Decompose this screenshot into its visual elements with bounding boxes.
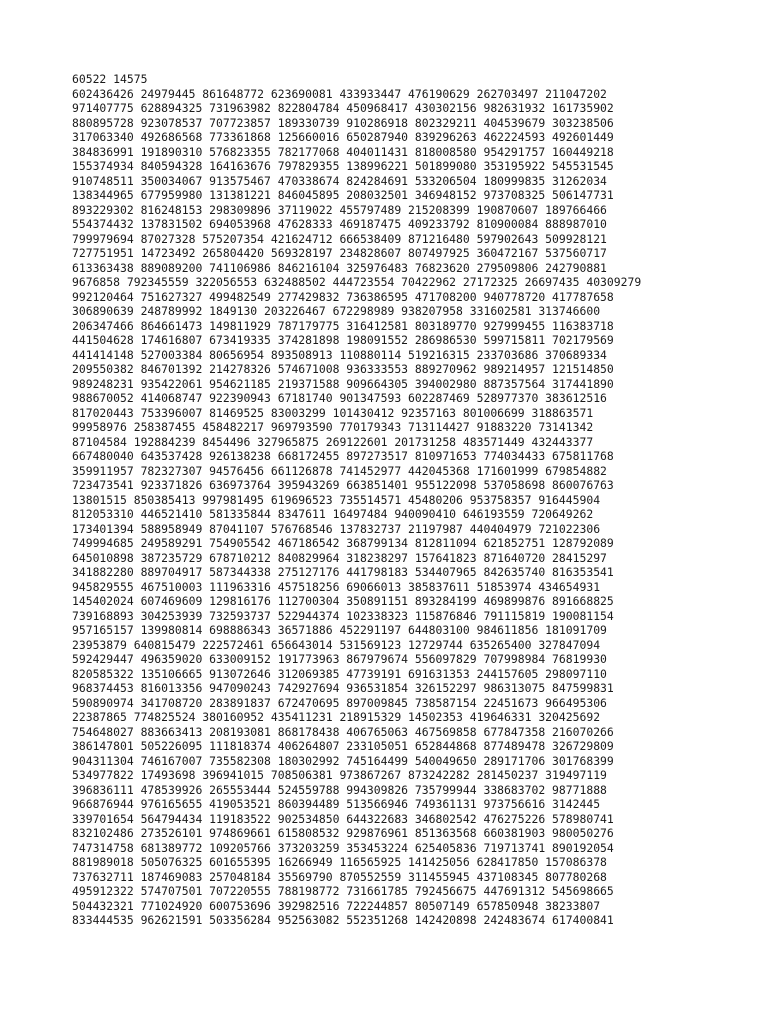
number-line: 396836111 478539926 265553444 524559788 994309826 735799944 338683702 98771888 — [72, 782, 607, 797]
number-line: 317063340 492686568 773361868 125660016 650287940 839296263 462224593 492601449 — [72, 130, 614, 144]
number-line: 945829555 467510003 111963316 457518256 69066013 385837611 51853974 434654931 — [72, 579, 601, 594]
number-line: 727751951 14723492 265804420 569328197 234828607 807497925 360472167 537560717 — [72, 246, 607, 260]
number-line: 60522 14575 — [72, 72, 148, 86]
number-line: 893229302 816248153 298309896 37119022 455797489 215208399 190870607 189766466 — [72, 202, 607, 217]
number-line: 799979694 87027328 575207354 421624712 666538409 871216480 597902643 509928121 — [72, 231, 607, 246]
number-line: 832102486 273526101 974869661 615808532 929876961 851363568 660381903 980050276 — [72, 826, 614, 840]
number-line: 209550382 846701392 214278326 574671008 936333553 889270962 989214957 121514850 — [72, 362, 614, 376]
number-line: 9676858 792345559 322056553 632488502 444723554 70422962 27172325 26697435 40309279 — [72, 275, 642, 289]
number-line: 99958976 258387455 458482217 969793590 770179343 713114427 91883220 73141342 — [72, 420, 594, 434]
text-document — [72, 72, 762, 928]
number-line: 966876944 976165655 419053521 860394489 513566946 749361131 973756616 3142445 — [72, 797, 601, 811]
number-line: 737632711 187469083 257048184 35569790 870552559 311455945 437108345 807780268 — [72, 869, 607, 884]
number-line: 554374432 137831502 694053968 47628333 469187475 409233792 810900084 888987010 — [72, 217, 607, 231]
number-line: 723473541 923371826 636973764 395943269 663851401 955122098 537058698 860076763 — [72, 478, 614, 492]
number-line: 754648027 883663413 208193081 868178438 406765063 467569858 677847358 216070266 — [72, 724, 614, 739]
number-line: 971407775 628894325 731963982 822804784 450968417 430302156 982631932 161735902 — [72, 101, 614, 115]
number-line: 87104584 192884239 8454496 327965875 269122601 201731258 483571449 432443377 — [72, 434, 594, 449]
number-line: 820585322 135106665 913072646 312069385 47739191 691631353 244157605 298097110 — [72, 666, 607, 681]
number-line: 145402024 607469609 129816176 112700304 350891151 893284199 469899876 891668825 — [72, 594, 614, 608]
number-line: 747314758 681389772 109205766 373203259 353453224 625405836 719713741 890192054 — [72, 840, 614, 855]
number-line: 306890639 248789992 1849130 203226467 672298989 938207958 331602581 313746600 — [72, 304, 601, 318]
number-line: 968374453 816013356 947090243 742927694 936531854 326152297 986313075 847599831 — [72, 681, 614, 695]
number-line: 206347466 864661473 149811929 787179775 316412581 803189770 927999455 116383718 — [72, 318, 614, 333]
number-line: 384836991 191890310 576823355 782177068 404011431 818008580 954291757 160449218 — [72, 144, 614, 159]
number-line: 904311304 746167007 735582308 180302992 745164499 540049650 289171706 301768399 — [72, 753, 614, 768]
number-line: 23953879 640815479 222572461 656643014 531569123 12729744 635265400 327847094 — [72, 637, 601, 652]
number-line: 957165157 139980814 698886343 36571886 452291197 644803100 984611856 181091709 — [72, 623, 607, 637]
number-line: 534977822 17493698 396941015 708506381 973867267 873242282 281450237 319497119 — [72, 768, 607, 782]
number-line: 590890974 341708720 283891837 672470695 897009845 738587154 22451673 966495306 — [72, 695, 607, 710]
number-line: 749994685 249589291 754905542 467186542 368799134 812811094 621852751 128792089 — [72, 536, 614, 550]
number-line: 138344965 677959980 131381221 846045895 208032501 346948152 973708325 506147731 — [72, 188, 614, 202]
number-line: 667480040 643537428 926138238 668172455 897273517 810971653 774034433 675811768 — [72, 449, 614, 463]
number-line: 386147801 505226095 111818374 406264807 233105051 652844868 877489478 326729809 — [72, 739, 614, 753]
number-line: 880895728 923078537 707723857 189330739 910286918 802329211 404539679 303238506 — [72, 115, 614, 130]
number-line: 602436426 24979445 861648772 623690081 433933447 476190629 262703497 211047202 — [72, 86, 607, 101]
number-line: 13801515 850385413 997981495 619696523 735514571 45480206 953758357 916445904 — [72, 492, 601, 507]
number-line: 341882280 889704917 587344338 275127176 441798183 534407965 842635740 816353541 — [72, 565, 614, 579]
number-line: 22387865 774825524 380160952 435411231 218915329 14502353 419646331 320425692 — [72, 710, 601, 724]
number-line: 495912322 574707501 707220555 788198772 731661785 792456675 447691312 545698665 — [72, 884, 614, 898]
number-line: 359911957 782327307 94576456 661126878 741452977 442045368 171601999 679854882 — [72, 463, 607, 478]
number-line: 992120464 751627327 499482549 277429832 736386595 471708200 940778720 417787658 — [72, 289, 614, 304]
number-line: 989248231 935422061 954621185 219371588 909664305 394002980 887357564 317441890 — [72, 376, 614, 391]
number-line: 833444535 962621591 503356284 952563082 552351268 142420898 242483674 617400841 — [72, 913, 614, 927]
number-line: 739168893 304253939 732593737 522944374 102338323 115876846 791115819 190081154 — [72, 608, 614, 623]
number-line: 155374934 840594328 164163676 797829355 138996221 501899080 353195922 545531545 — [72, 159, 614, 173]
number-line: 613363438 889089200 741106986 846216104 325976483 76823620 279509806 242790881 — [72, 260, 607, 275]
number-line: 441414148 527003384 80656954 893508913 110880114 519216315 233703686 370689334 — [72, 347, 607, 362]
number-line: 645010898 387235729 678710212 840829964 318238297 157641823 871640720 28415297 — [72, 550, 607, 565]
number-line: 881989018 505076325 601655395 16266949 116565925 141425056 628417850 157086378 — [72, 855, 607, 869]
number-line: 910748511 350034067 913575467 470338674 824284691 533206504 180999835 31262034 — [72, 173, 607, 188]
number-line: 339701654 564794434 119183522 902534850 644322683 346802542 476275226 578980741 — [72, 811, 614, 826]
number-line: 441504628 174616807 673419335 374281898 198091552 286986530 599715811 702179569 — [72, 333, 614, 347]
number-line: 592429447 496359020 633009152 191773963 867979674 556097829 707998984 76819930 — [72, 652, 607, 666]
number-line: 988670052 414068747 922390943 67181740 901347593 602287469 528977370 383612516 — [72, 391, 607, 405]
number-line: 173401394 588958949 87041107 576768546 137832737 21197987 440404979 721022306 — [72, 521, 601, 536]
number-line: 504432321 771024920 600753696 392982516 722244857 80507149 657850948 38233807 — [72, 898, 601, 913]
number-line: 817020443 753396007 81469525 83003299 101430412 92357163 801006699 318863571 — [72, 405, 594, 420]
number-line: 812053310 446521410 581335844 8347611 16497484 940090410 646193559 720649262 — [72, 507, 594, 521]
